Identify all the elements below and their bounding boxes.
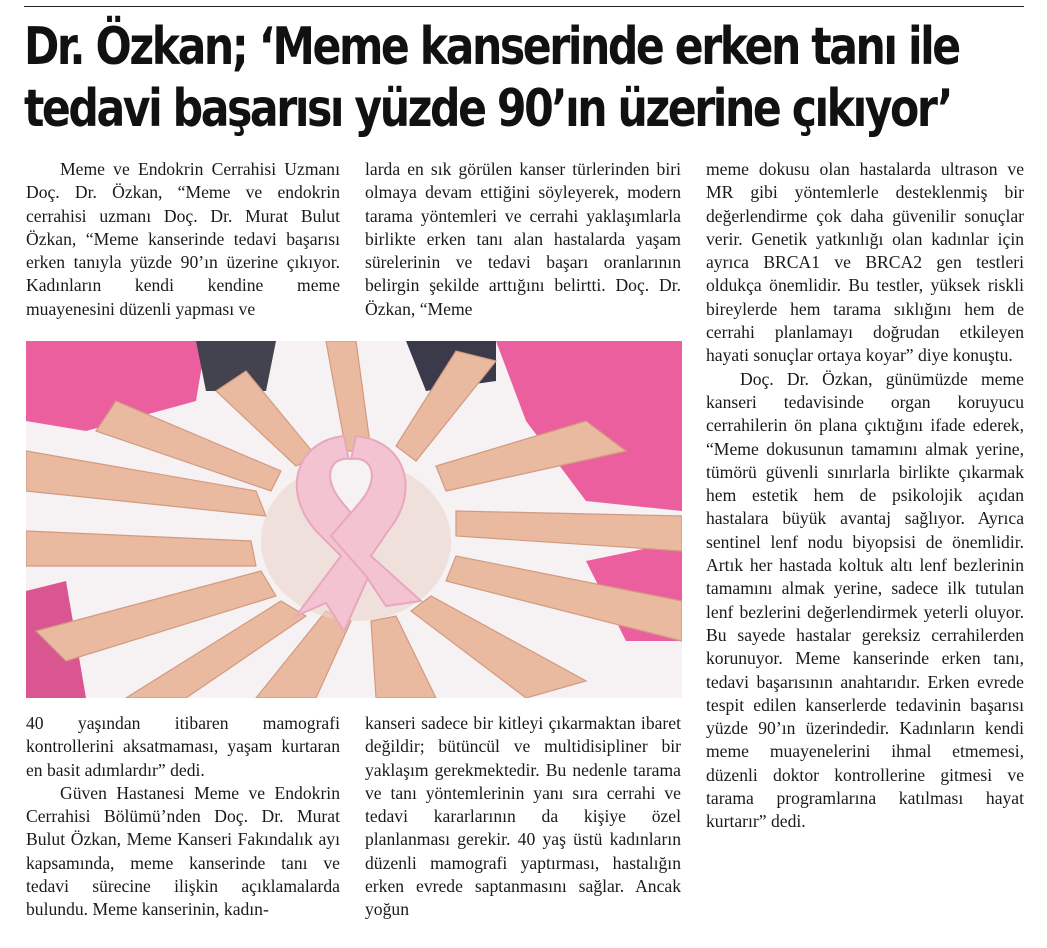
paragraph: Güven Hastanesi Meme ve Endokrin Cerrahisi Bölümü’nden Doç. Dr. Murat Bulut Özkan, Meme Kanseri Fakındalık ayı kapsamında, meme kanserinde tanı ve tedavi sürecine ilişkin açıklamalarda bulundu. Meme kanserinin, kadın-: [26, 782, 340, 920]
column-2-bottom: [365, 712, 681, 922]
column-3: [706, 158, 1024, 834]
column-2-top: [365, 158, 681, 321]
paragraph: meme dokusu olan hastalarda ultrason ve MR gibi yöntemlerle desteklenmiş bir değerlendirme çok daha güvenilir sonuçlar verir. Genetik yatkınlığı olan kadınlar için ayrıca BRCA1 ve BRCA2 gen testleri oldukça önemlidir. Bu testler, yüksek riskli bireylerde hem tarama sıklığını hem de cerrahi planlamayı doğrudan etkileyen hayati sonuçlar ortaya koyar” diye konuştu.: [706, 159, 1024, 366]
column-1-top: [26, 158, 340, 321]
headline: [24, 16, 959, 140]
paragraph: larda en sık görülen kanser türlerinden biri olmaya devam ettiğini söyleyerek, modern tarama yöntemleri ve cerrahi yaklaşımlarla birlikte erken tanı alan hastalarda yaşam sürelerinin ve tedavi başarı oranlarının belirgin şekilde arttığını belirtti. Doç. Dr. Özkan, “Meme: [365, 159, 681, 319]
headline-line-2: tedavi başarısı yüzde 90’ın üzerine çıkıyor’: [24, 79, 951, 139]
paragraph: 40 yaşından itibaren mamografi kontrollerini aksatmaması, yaşam kurtaran en basit adımlardır” dedi.: [26, 713, 340, 780]
column-1-bottom: [26, 712, 340, 922]
paragraph: Doç. Dr. Özkan, günümüzde meme kanseri tedavisinde organ koruyucu cerrahilerin ön plana çıktığını ifade ederek, “Meme dokusunun tamamını almak yerine, tümörü güvenli sınırlarla birlikte çıkarmak hem estetik hem de psikolojik açıdan hastalara büyük avantaj sağlıyor. Ayrıca sentinel lenf nodu biyopsisi de önemlidir. Artık her hastada koltuk altı lenf bezlerinin tamamını almak yerine, sadece ilk tutulan lenf bezlerini değerlendirmek yeterli oluyor. Bu sayede hastalar gereksiz cerrahilerden korunuyor. Meme kanserinde erken tanı, tedavi başarısının anahtarıdır. Erken evrede tespit edilen kanserlerde tedavinin başarısı yüzde 90’ın üzerindedir. Kadınların kendi meme muayenelerini ihmal etmemesi, düzenli doktor kontrollerine gitmesi ve tarama programlarına katılması hayat kurtarır” dedi.: [706, 368, 1024, 832]
paragraph: Meme ve Endokrin Cerrahisi Uzmanı Doç. Dr. Özkan, “Meme ve endokrin cerrahisi uzmanı Doç. Dr. Murat Bulut Özkan, “Meme kanserinde tedavi başarısı erken tanıyla yüzde 90’ın üzerine çıkıyor. Kadınların kendi kendine meme muayenesini düzenli yapması ve: [26, 159, 340, 319]
paragraph: kanseri sadece bir kitleyi çıkarmaktan ibaret değildir; bütüncül ve multidisipliner bir yaklaşım gerekmektedir. Bu nedenle tarama ve tanı yöntemlerinin yanı sıra cerrahi ve tedavi kararlarının da kişiye özel planlanması gerekir. 40 yaş üstü kadınların düzenli mamografi yaptırması, hastalığın erken evrede saptanmasını sağlar. Ancak yoğun: [365, 713, 681, 920]
top-rule: [24, 6, 1024, 7]
headline-line-1: Dr. Özkan; ‘Meme kanserinde erken tanı ile: [24, 17, 959, 77]
article-photo: [26, 341, 682, 698]
pink-ribbon-hands-icon: [26, 341, 682, 698]
